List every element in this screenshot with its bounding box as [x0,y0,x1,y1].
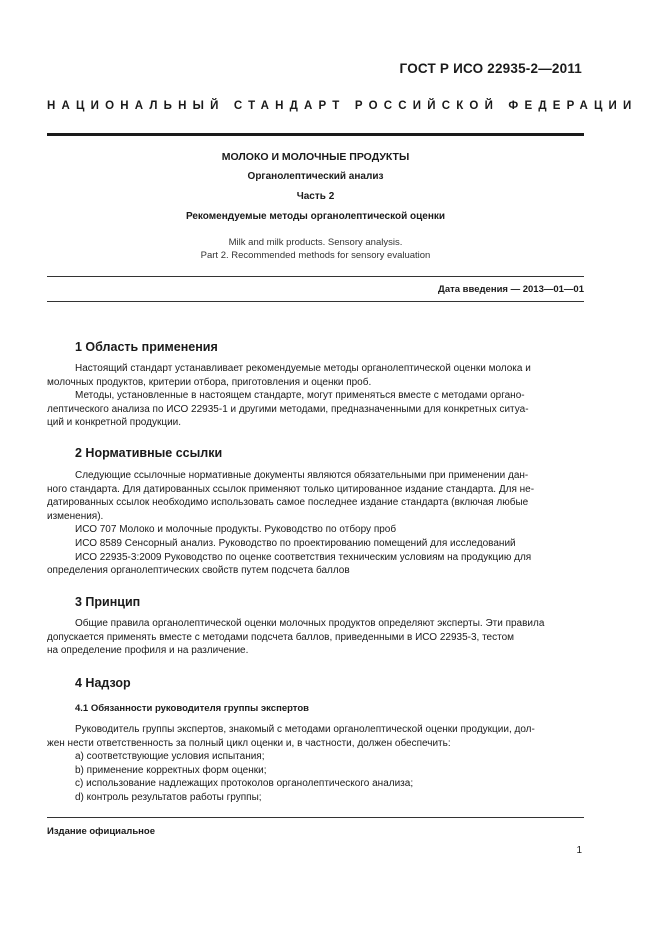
introduction-date: Дата введения — 2013—01—01 [438,284,584,295]
section-heading-principle: 3 Принцип [75,595,141,609]
document-part-title: Рекомендуемые методы органолептической оценки [185,211,446,222]
reference-item: ИСО 8589 Сенсорный анализ. Руководство по проектированию помещений для исследований [75,537,516,549]
text-line: молочных продуктов, критерии отбора, приготовления и оценки проб. [47,376,372,388]
document-subtitle: Органолептический анализ [247,171,384,182]
section-body-scope [47,362,584,430]
text-line: Настоящий стандарт устанавливает рекомендуемые методы органолептической оценки молока и [75,363,531,374]
text-line: изменения). [47,510,104,522]
official-edition-label: Издание официальное [47,826,155,837]
title-divider [47,276,584,277]
section-body-normative-references [47,469,584,578]
footer-divider [47,817,584,818]
text-line: ного стандарта. Для датированных ссылок применяют только цитированное издание стандарта. Для не- [47,483,535,495]
text-line: датированных ссылок необходимо использовать самое последнее издание стандарта (включая любые [47,497,529,509]
national-standard-banner: НАЦИОНАЛЬНЫЙ СТАНДАРТ РОССИЙСКОЙ ФЕДЕРАЦИИ [47,100,638,112]
subsection-heading-panel-leader: 4.1 Обязанности руководителя группы экспертов [75,703,309,714]
text-line: определения органолептических свойств путем подсчета баллов [47,565,350,577]
document-part: Часть 2 [296,191,335,202]
text-line: Методы, установленные в настоящем стандарте, могут применяться вместе с методами органо- [75,390,525,402]
section-body-principle [47,617,584,658]
text-line: Следующие ссылочные нормативные документы являются обязательными при применении дан- [75,470,529,481]
list-item: а) соответствующие условия испытания; [75,751,265,763]
text-line: допускается применять вместе с методами подсчета баллов, приведенными в ИСО 22935-3, тестом [47,631,515,643]
text-line: ций и конкретной продукции. [47,417,182,429]
section-heading-normative-references: 2 Нормативные ссылки [75,446,223,460]
section-body-supervision [47,723,584,805]
english-title [47,236,584,262]
page-number: 1 [576,845,582,856]
section-heading-supervision: 4 Надзор [75,676,131,690]
text-line: лептического анализа по ИСО 22935-1 и другими методами, предназначенными для конкретных ситуа- [47,403,529,415]
text-line: Общие правила органолептической оценки молочных продуктов определяют эксперты. Эти правила [75,618,545,629]
text-line: Руководитель группы экспертов, знакомый с методами органолептической оценки продукции, дол- [75,724,535,735]
reference-item: ИСО 707 Молоко и молочные продукты. Руководство по отбору проб [75,524,397,536]
date-divider [47,301,584,302]
section-heading-scope: 1 Область применения [75,340,218,354]
list-item: b) применение корректных форм оценки; [75,764,267,776]
reference-item: ИСО 22935-3:2009 Руководство по оценке соответствия техническим условиям на продукцию для [75,551,532,563]
document-code: ГОСТ Р ИСО 22935-2—2011 [399,61,582,76]
header-divider [47,133,584,136]
list-item: d) контроль результатов работы группы; [75,791,262,803]
english-title-line-1: Milk and milk products. Sensory analysis. [228,237,403,248]
text-line: жен нести ответственность за полный цикл оценки и, в частности, должен обеспечить: [47,737,451,749]
list-item: c) использование надлежащих протоколов органолептического анализа; [75,778,414,790]
english-title-line-2: Part 2. Recommended methods for sensory evaluation [200,250,431,261]
document-title: МОЛОКО И МОЛОЧНЫЕ ПРОДУКТЫ [221,151,410,163]
text-line: на определение профиля и на различение. [47,645,249,657]
